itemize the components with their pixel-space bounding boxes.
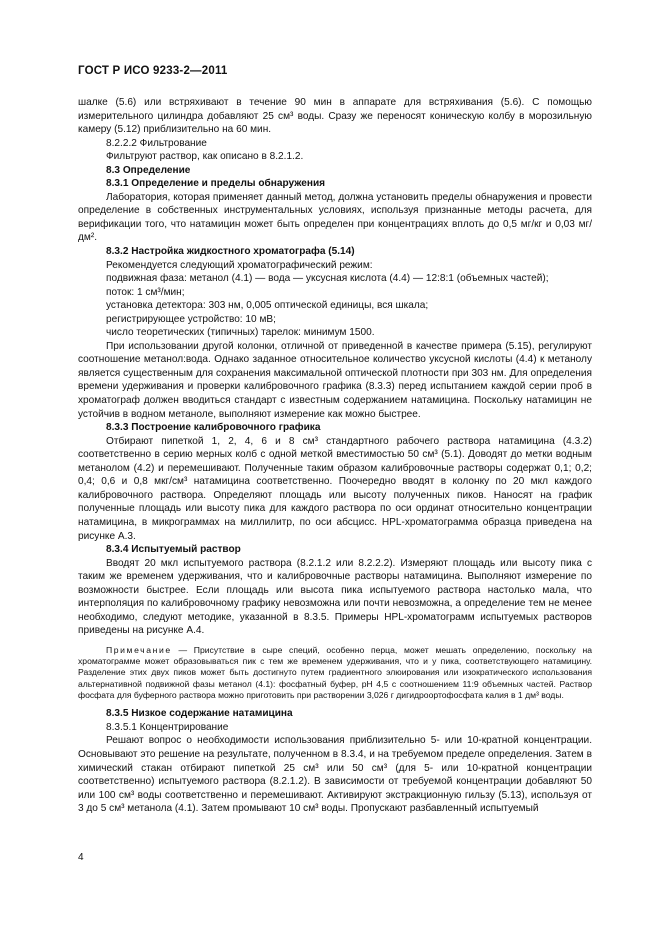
page-number: 4 (78, 852, 84, 863)
paragraph-other-column: При использовании другой колонки, отличной от приведенной в качестве примера (5.15), регулируют соотношение метанол:вода. Однако заданное относительное количество уксусной кислоты (4.4) к метанолу является существенным для сохранения максимальной оптической плотности при 303 нм. Для определения времени удерживания и проверки калибровочного графика (8.3.3) перед испытанием каждой серии проб в хроматограф должен вводиться стандарт с известным содержанием натамицина. Поскольку натамицин не устойчив в водном метаноле, выполняют измерение как можно быстрее. (78, 340, 592, 420)
document-header: ГОСТ Р ИСО 9233-2—2011 (78, 65, 228, 77)
list-item-mobile-phase: подвижная фаза: метанол (4.1) — вода — уксусная кислота (4.4) — 12:8:1 (объемных частей); (106, 273, 549, 285)
list-item-plates: число теоретических (типичных) тарелок: минимум 1500. (106, 327, 375, 339)
paragraph-test-solution: Вводят 20 мкл испытуемого раствора (8.2.1.2 или 8.2.2.2). Измеряют площадь или высоту пика с таким же временем удерживания, что и калибровочные растворы натамицина. Выполняют измерение по возможности быстрее. Если площадь или высота пика испытуемого раствора настолько мала, что интерполяция по калибровочному графику невозможна или почти невозможна, а определение тем не менее необходимо, следуют методике, указанной в 8.3.5. Примеры HPL-хроматограмм испытуемых растворов приведены на рисунке А.4. (78, 557, 592, 637)
note-paragraph (78, 645, 592, 701)
subsection-heading-8-2-2-2: 8.2.2.2 Фильтрование (106, 137, 207, 149)
section-heading-8-3-3: 8.3.3 Построение калибровочного графика (106, 422, 321, 434)
note-text: — Присутствие в сыре специй, особенно перца, может мешать определению, поскольку на хроматограмме может образовываться пик с тем же временем удерживания, что и у пика, соответствующего натамицину. Разделение этих двух пиков может быть достигнуто путем градиентного элюирования или изократического использования альтернативной подвижной фазы метанол (4.1): фосфатный буфер, pH 4,5 с соотношением 11:9 объемных частей. Раствор фосфата для буферного раствора можно приготовить при растворении 3,026 г дигидроортофосфата калия в 1 дм³ воды. (78, 644, 592, 701)
paragraph-continuation: шалке (5.6) или встряхивают в течение 90 мин в аппарате для встряхивания (5.6). С помощью измерительного цилиндра добавляют 25 см³ воды. Сразу же переносят коническую колбу в морозильную камеру (5.12) приблизительно на 60 мин. (78, 97, 592, 136)
note-label: Примечание (106, 644, 172, 655)
list-item-flow: поток: 1 см³/мин; (106, 286, 185, 298)
list-item-detector: установка детектора: 303 нм, 0,005 оптической единицы, вся шкала; (106, 300, 429, 312)
list-item-recorder: регистрирующее устройство: 10 мВ; (106, 313, 276, 325)
section-heading-8-3: 8.3 Определение (106, 164, 191, 176)
paragraph-calibration: Отбирают пипеткой 1, 2, 4, 6 и 8 см³ стандартного рабочего раствора натамицина (4.3.2) соответственно в серию мерных колб с одной меткой вместимостью 50 см³ (5.1). Доводят до метки водным метанолом (4.2) и перемешивают. Полученные таким образом калибровочные растворы содержат 0,1; 0,2; 0,4; 0,6 и 0,8 мкг/см³ натамицина соответственно. Поочередно вводят в колонку по 20 мкл каждого калибровочного раствора. Определяют площадь или высоту полученных пиков. Наносят на график полученные площадь или высоту пика для каждого раствора по оси ординат относительно концентрации натамицина, в микрограммах на миллилитр, по оси абсцисс. HPL-хроматограмма образца приведена на рисунке А.3. (78, 435, 592, 542)
section-heading-8-3-4: 8.3.4 Испытуемый раствор (106, 544, 241, 556)
subsection-heading-8-3-5-1: 8.3.5.1 Концентрирование (106, 721, 229, 733)
paragraph-filtration: Фильтруют раствор, как описано в 8.2.1.2. (106, 151, 304, 163)
section-heading-8-3-2: 8.3.2 Настройка жидкостного хроматографа (5.14) (106, 246, 355, 258)
paragraph-detection-limits: Лаборатория, которая применяет данный метод, должна установить пределы обнаружения и провести определение в собственных инструментальных условиях, используя признанные методы расчета, для верификации того, что натамицин может быть определен при концентрациях вплоть до 0,5 мг/кг и 0,03 мг/дм². (78, 191, 592, 244)
section-heading-8-3-5: 8.3.5 Низкое содержание натамицина (106, 708, 293, 720)
paragraph-concentration: Решают вопрос о необходимости использования приблизительно 5- или 10-кратной концентрации. Основывают это решение на результате, полученном в 8.3.4, и на требуемом пределе определения. Затем в химический стакан отбирают пипеткой 25 см³ или 50 см³ (для 5- или 10-кратной концентрации соответственно) испытуемого раствора (8.2.1.2). В зависимости от требуемой концентрации добавляют 50 или 100 см³ воды соответственно и перемешивают. Активируют экстракционную гильзу (5.13), используя от 3 до 5 см³ метанола (4.1). Затем промывают 10 см³ воды. Пропускают разбавленный испытуемый (78, 735, 592, 815)
document-body (78, 96, 592, 816)
paragraph-recommended-mode: Рекомендуется следующий хроматографический режим: (106, 259, 373, 271)
section-heading-8-3-1: 8.3.1 Определение и пределы обнаружения (106, 178, 326, 190)
